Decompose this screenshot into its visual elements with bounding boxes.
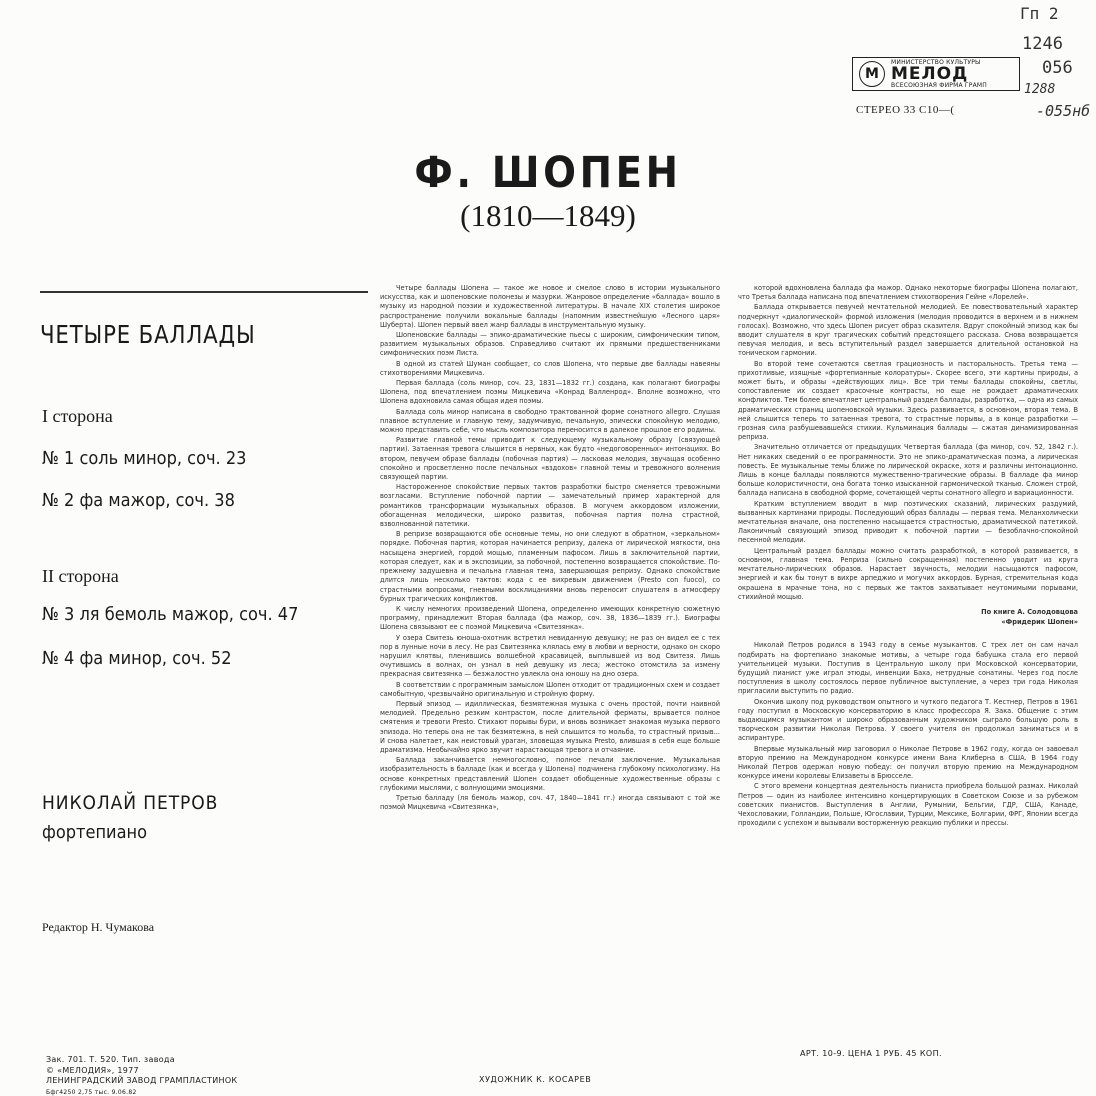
- paragraph: Шопеновские баллады — эпико-драматические пьесы с широким, симфоническим типом, развитием музыкальных образов. Справедливо считают их прямыми предшественниками симфонических поэм Листа.: [380, 331, 720, 358]
- paragraph: Значительно отличается от предыдущих Четвертая баллада (фа минор, соч. 52, 1842 г.). Нет никаких сведений о ее программности. Это не эпико-драматическая поэма, а лирическая повесть. Ее музыкальные темы ближе по лирической окраске, хотя и различны интонационно. Лишь в конце баллады появляются мужественно-трагические образы. В балладе фа минор больше колористичности, она богата тонко изысканной гармонической тканью. Сложен строй, баллада написана в свободной форме, сочетающей черты сонатного allegro и вариационности.: [738, 443, 1078, 498]
- paragraph: Кратким вступлением вводит в мир поэтических сказаний, лирических раздумий, вызванных картинами природы. Последующий образ баллады — первая тема. Меланхолически мечтательная вначале, она постепенно насыщается страстностью, драматической патетикой. Лаконичный связующий эпизод приводит к побочной партии — безоблачно-спокойной песенной мелодии.: [738, 499, 1078, 545]
- paragraph: В репризе возвращаются обе основные темы, но они следуют в обратном, «зеркальном» порядке. Побочная партия, которая начинается репризу, далека от лирической мягкости, она насыщена энергией, гордой мощью, пламенным пафосом. Лишь в заключительной партии, которая следует, как и в экспозиции, за побочной, постепенно возвращается спокойствие. По-прежнему задушевна и печальна главная тема, завершающая репризу. Однако спокойствие длится лишь несколько тактов: кода с ее вихревым движением (Presto con fuoco), со страстными вопросами, гневными восклицаниями вновь переносит слушателя в атмосферу бурных трагических конфликтов.: [380, 530, 720, 603]
- liner-notes-column-2: [738, 284, 1078, 990]
- track-2: № 2 фа мажор, соч. 38: [42, 490, 235, 511]
- paragraph: Настороженное спокойствие первых тактов разработки быстро сменяется тревожными возгласами. Вступление побочной партии — замечательный пример характерной для романтиков трансформации музыкальных образов. В могучем аккордовом изложении, обогащенная мелодически, широко развитая, побочная партия полна страстной, взволнованной патетики.: [380, 483, 720, 529]
- paragraph: Четыре баллады Шопена — такое же новое и смелое слово в истории музыкального искусства, как и шопеновские полонезы и мазурки. Жанровое определение «баллада» вошло в музыку из народной поэзии и художественной литературы. В начале XIX столетия широкое распространение получили вокальные баллады (напомним известнейшую «Лесного царя» Шуберта). Шопен первый ввел жанр баллады в инструментальную музыку.: [380, 284, 720, 329]
- price-label: АРТ. 10-9. ЦЕНА 1 РУБ. 45 КОП.: [800, 1049, 942, 1058]
- melodiya-logo: [852, 57, 1020, 91]
- paragraph: Баллада заканчивается немногословно, полное печали заключение. Музыкальная изобразительность в балладе (как и всегда у Шопена) подчинена глубокому психологизму. На основе конкретных представлений Шопен создает обобщенные художественные образы с глубокими мыслями, с волнующими эмоциями.: [380, 756, 720, 792]
- paragraph: В соответствии с программным замыслом Шопен отходит от традиционных схем и создает самобытную, чрезвычайно оригинальную и стройную форму.: [380, 680, 720, 698]
- catalog-number-top: 1246: [1022, 34, 1063, 54]
- paragraph: У озера Свитезь юноша-охотник встретил невиданную девушку; не раз он видел ее с тех пор в лунные ночи в лесу. Не раз Свитезянка клялась ему в любви и верности, однако он скоро нарушил клятвы, пленившись волшебной красавицей, выплывшей из вод Свитезя. Лишь очутившись в волнах, он узнал в ней девушку из леса; жестоко отомстила за измену прекрасная свитезянка — безжалостно увлекла она юношу на дно озера.: [380, 633, 720, 679]
- logo-label: МЕЛОД: [891, 63, 969, 84]
- imprint-line-4: Бфг4250 2,75 тыс. 9.06.82: [46, 1089, 137, 1096]
- track-1: № 1 соль минор, соч. 23: [42, 448, 247, 469]
- editor-credit: Редактор Н. Чумакова: [42, 920, 155, 934]
- side-one-label: I сторона: [42, 406, 113, 426]
- track-4: № 4 фа минор, соч. 52: [42, 648, 232, 669]
- paragraph: Баллада соль минор написана в свободно трактованной форме сонатного allegro. Слушая плавное вступление и главную тему, задумчивую, печальную, эпически спокойную мелодию, можно представить себе, что мысль композитора переносится в далекое прошлое его родины.: [380, 407, 720, 435]
- paragraph: К числу немногих произведений Шопена, определенно имеющих конкретную сюжетную программу, принадлежит Вторая баллада (фа мажор, соч. 38, 1836—1839 гг.). Биографы Шопена связывают ее с поэмой Мицкевича «Свитезянка».: [380, 604, 720, 632]
- side-two-label: II сторона: [42, 566, 119, 586]
- catalog-number-right: 056: [1042, 58, 1073, 78]
- artist-credit: ХУДОЖНИК К. КОСАРЕВ: [479, 1075, 592, 1084]
- album-title: ЧЕТЫРЕ БАЛЛАДЫ: [40, 320, 256, 349]
- composer-name: Ф. ШОПЕН: [414, 148, 682, 198]
- imprint-line-2: © «МЕЛОДИЯ», 1977: [46, 1066, 139, 1075]
- melodiya-logo-icon: М: [859, 61, 885, 87]
- paragraph: которой вдохновлена баллада фа мажор. Однако некоторые биографы Шопена полагают, что Третья баллада написана под впечатлением стихотворения Гейне «Лорелей».: [738, 284, 1078, 302]
- paragraph: Впервые музыкальный мир заговорил о Николае Петрове в 1962 году, когда он завоевал вторую премию на Международном конкурсе имени Вана Клиберна в США. В 1964 году Николай Петров одержал новую победу: он получил вторую премию на Международном конкурсе имени королевы Елизаветы в Брюсселе.: [738, 744, 1078, 781]
- track-3: № 3 ля бемоль мажор, соч. 47: [42, 604, 299, 625]
- paragraph: Центральный раздел баллады можно считать разработкой, в которой развивается, в основном, главная тема. Реприза (сильно сокращенная) постепенно уводит из круга мечтательно-лирических образов. Нарастает звучность, мелодии насыщаются пафосом, энергией и как бы тонут в вихре арпеджио и могучих аккордов. Бурная, стремительная кода окрашена в мрачные тона, но с первых же тактов захватывает неутомимыми порывами, стихийной мощью.: [738, 546, 1078, 601]
- imprint-line-3: ЛЕНИНГРАДСКИЙ ЗАВОД ГРАМПЛАСТИНОК: [46, 1076, 238, 1085]
- title-divider: [40, 291, 368, 293]
- liner-notes-column-1: [380, 284, 720, 990]
- logo-sub-text: ВСЕСОЮЗНАЯ ФИРМА ГРАМП: [891, 81, 987, 89]
- performer-instrument: фортепиано: [42, 822, 148, 843]
- paragraph: Окончив школу под руководством опытного и чуткого педагога Т. Кестнер, Петров в 1961 году поступил в Московскую консерваторию в класс профессора Я. Зака. Общение с этим выдающимся музыкантом и широко образованным художником сыграло большую роль в творческом развитии Николая Петрова. У своего учителя он продолжал заниматься и в аспирантуре.: [738, 697, 1078, 743]
- paragraph: Николай Петров родился в 1943 году в семье музыкантов. С трех лет он сам начал подбирать на фортепиано знакомые мотивы, а четыре года бабушка стала его первой учительницей музыки. Поступив в Центральную школу при Московской консерватории, будущий пианист уже играл этюды, инвенции Баха, нетрудные сонатины. Через год после поступления в школу состоялось первое публичное выступление, а через три года Николая пригласили выступить по радио.: [738, 641, 1078, 696]
- liner-notes-source: По книге А. Солодовцова: [981, 607, 1078, 616]
- handwritten-mark-top: Гп 2: [1020, 4, 1059, 23]
- paragraph: Баллада открывается певучей мечтательной мелодией. Ее повествовательный характер подчеркнут «диалогической» формой изложения (мелодия проводится в верхнем и в нижнем голосах). Возможно, что здесь Шопен рисует образ сказителя. Вдруг спокойный эпизод как бы вводит слушателя в круг трагических событий предстоящего рассказа. Снова возвращается певучая мелодия, и весь вступительный раздел завершается длительной остановкой на тоническом гармонии.: [738, 303, 1078, 358]
- paragraph: Развитие главной темы приводит к следующему музыкальному образу (связующей партии). Затаенная тревога слышится в нервных, как будто «недоговоренных» интонациях. Во втором, певучем образе баллады (побочная партия) — ласковая мелодия, звучащая особенно спокойно и просветленно после печальных «вздохов» главной темы и тревожного волнения связующей партии.: [380, 436, 720, 482]
- imprint-line-1: Зак. 701. Т. 520. Тип. завода: [46, 1055, 175, 1064]
- liner-notes-source-title: «Фридерик Шопен»: [1001, 618, 1078, 627]
- stereo-catalog-code: СТЕРЕО 33 С10—(: [856, 104, 955, 116]
- paragraph: Первая баллада (соль минор, соч. 23, 1831—1832 гг.) создана, как полагают биографы Шопена, под впечатлением поэмы Мицкевича «Конрад Валленрод». Вполне возможно, что Шопена вдохновила самая общая идея поэмы.: [380, 379, 720, 406]
- paragraph: С этого времени концертная деятельность пианиста приобрела большой размах. Николай Петров — один из наиболее интенсивно концертирующих в Советском Союзе и за рубежом советских пианистов. Выступления в Англии, Румынии, Бельгии, ГДР, США, Канаде, Чехословакии, Голландии, Польше, Югославии, Турции, Мексике, Болгарии, ФРГ, Японии всегда проходили с успехом и вызывали восторженную реакцию публики и прессы.: [738, 782, 1078, 828]
- logo-ministry-text: МИНИСТЕРСТВО КУЛЬТУРЫ: [891, 58, 981, 66]
- paragraph: Во второй теме сочетаются светлая грациозность и пасторальность. Третья тема — прихотливые, изящные «фортепианные колоратуры». Скорее всего, эти картины природы, а может быть, и образы «действующих лиц». Все три темы баллады спокойны, светлы, сопоставление их создает красочные контрасты, но еще не рождает драматических конфликтов. Тем более впечатляет центральный раздел баллады, разработка, — одна из самых драматических страниц шопеновской музыки. Здесь развивается, в основном, вторая тема. В ней слышится теперь то затаенная тревога, то страстные порывы, а в конце разработки — грозная сила разбушевавшейся стихии. Кульминация баллады — сжатая динамизированная реприза.: [738, 359, 1078, 442]
- paragraph: В одной из статей Шуман сообщает, со слов Шопена, что первые две баллады навеяны стихотворениями Мицкевича.: [380, 359, 720, 377]
- paragraph: Первый эпизод — идиллическая, безмятежная музыка с очень простой, почти наивной мелодией. Предельно резким контрастом, после длительной ферматы, врывается полное смятения и тревоги Presto. Стихают порывы бури, и вновь возникает знакомая музыка первого эпизода. Но теперь она не так безмятежна, в ней слышится то мольба, то страстный призыв... И снова налетает, как неистовый ураган, зловещая музыка Presto, влившая в себя еще больше драматизма. Необычайно ярко звучит нарастающая тревога и отчаяние.: [380, 699, 720, 754]
- paragraph: Третью балладу (ля бемоль мажор, соч. 47, 1840—1841 гг.) иногда связывают с той же поэмой Мицкевича «Свитезянка»,: [380, 793, 720, 812]
- handwritten-code: -055нб: [1036, 102, 1091, 120]
- handwritten-mark-side: 1288: [1024, 82, 1056, 97]
- performer-name: НИКОЛАЙ ПЕТРОВ: [42, 792, 219, 814]
- composer-years: (1810—1849): [460, 198, 636, 233]
